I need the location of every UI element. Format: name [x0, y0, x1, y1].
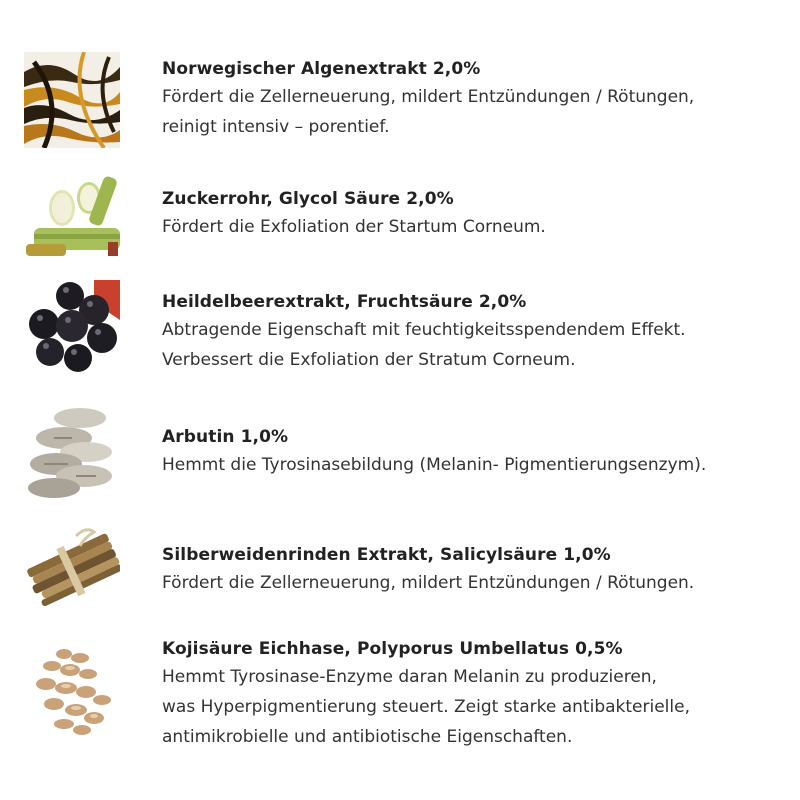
ingredient-title: Norwegischer Algenextrakt 2,0% [162, 59, 481, 79]
ingredient-description: Hemmt die Tyrosinasebildung (Melanin- Pigmentierungsenzym). [162, 455, 707, 475]
mushroom-icon [24, 404, 120, 500]
ingredient-title: Zuckerrohr, Glycol Säure 2,0% [162, 189, 454, 209]
sugarcane-icon [24, 168, 120, 264]
ingredient-description: Hemmt Tyrosinase-Enzyme daran Melanin zu produzieren, was Hyperpigmentierung steuert. Zeigt starke antibakterielle, antimikrobielle und antibiotische Eigenschaften. [162, 667, 690, 747]
ingredient-title: Silberweidenrinden Extrakt, Salicylsäure 1,0% [162, 545, 611, 565]
seaweed-icon [24, 52, 120, 148]
ingredient-title: Heildelbeerextrakt, Fruchtsäure 2,0% [162, 292, 527, 312]
ingredient-title: Kojisäure Eichhase, Polyporus Umbellatus 0,5% [162, 639, 623, 659]
blueberries-icon [24, 280, 120, 376]
willow-bark-icon [24, 516, 120, 612]
ingredient-title: Arbutin 1,0% [162, 427, 289, 447]
ingredient-description: Abtragende Eigenschaft mit feuchtigkeitsspendendem Effekt. Verbessert die Exfoliation der Stratum Corneum. [162, 320, 686, 370]
polypore-mushroom-icon [24, 644, 120, 740]
ingredient-description: Fördert die Zellerneuerung, mildert Entzündungen / Rötungen, reinigt intensiv – porentief. [162, 87, 695, 137]
ingredient-description: Fördert die Zellerneuerung, mildert Entzündungen / Rötungen. [162, 573, 695, 593]
ingredient-description: Fördert die Exfoliation der Startum Corneum. [162, 217, 546, 237]
